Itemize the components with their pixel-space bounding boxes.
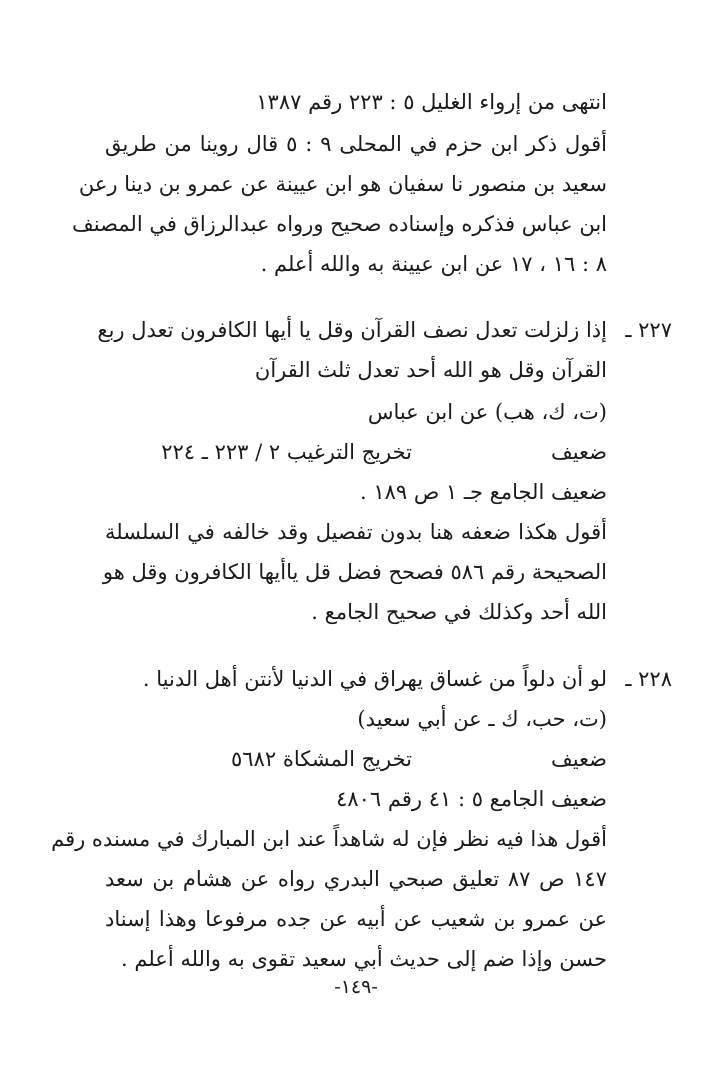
entry-228-number: ٢٢٨ ـ bbox=[625, 667, 672, 691]
entry-228-takhrij: تخريج المشكاة ٥٦٨٢ bbox=[231, 747, 412, 771]
entry-228-hadith-line-1: لو أن دلواً من غساق يهراق في الدنيا لأنتن أهل الدنيا . bbox=[142, 667, 607, 691]
entry-228-comment-line-4: حسن وإذا ضم إلى حديث أبي سعيد تقوى به والله أعلم . bbox=[121, 947, 607, 971]
entry-227-sources: (ت، ك، هب) عن ابن عباس bbox=[367, 400, 607, 424]
intro-line-4: ابن عباس فذكره وإسناده صحيح ورواه عبدالرزاق في المصنف bbox=[72, 212, 607, 236]
entry-228-jami: ضعيف الجامع ٥ : ٤١ رقم ٤٨٠٦ bbox=[336, 787, 607, 811]
entry-227-comment-line-1: أقول هكذا ضعفه هنا بدون تفصيل وقد خالفه في السلسلة bbox=[105, 520, 607, 544]
entry-227-jami: ضعيف الجامع جـ ١ ص ١٨٩ . bbox=[359, 480, 607, 504]
entry-228-sources: (ت، حب، ك ـ عن أبي سعيد) bbox=[357, 707, 607, 731]
entry-227-number: ٢٢٧ ـ bbox=[625, 318, 672, 342]
entry-228-comment-line-2: ١٤٧ ص ٨٧ تعليق صبحي البدري رواه عن هشام بن سعد bbox=[105, 867, 607, 891]
entry-228-comment-line-3: عن عمرو بن شعيب عن أبيه عن جده مرفوعا وهذا إسناد bbox=[105, 907, 607, 931]
entry-228-comment-line-1: أقول هذا فيه نظر فإن له شاهداً عند ابن المبارك في مسنده رقم bbox=[51, 827, 607, 851]
intro-line-1: انتهى من إرواء الغليل ٥ : ٢٢٣ رقم ١٣٨٧ bbox=[256, 90, 607, 114]
entry-228-grade: ضعيف bbox=[550, 747, 607, 771]
entry-227-takhrij: تخريج الترغيب ٢ / ٢٢٣ ـ ٢٢٤ bbox=[161, 440, 412, 464]
entry-227-comment-line-2: الصحيحة رقم ٥٨٦ فصحح فضل قل ياأيها الكافرون وقل هو bbox=[102, 560, 607, 584]
entry-227-comment-line-3: الله أحد وكذلك في صحيح الجامع . bbox=[311, 600, 607, 624]
intro-line-2: أقول ذكر ابن حزم في المحلى ٩ : ٥ قال روينا من طريق bbox=[105, 132, 607, 156]
page-number: -١٤٩- bbox=[334, 976, 378, 998]
intro-line-5: ٨ : ١٦ ، ١٧ عن ابن عيينة به والله أعلم . bbox=[260, 252, 607, 276]
entry-227-hadith-line-2: القرآن وقل هو الله أحد تعدل ثلث القرآن bbox=[254, 358, 607, 382]
entry-227-grade: ضعيف bbox=[550, 440, 607, 464]
entry-227-hadith-line-1: إذا زلزلت تعدل نصف القرآن وقل يا أيها الكافرون تعدل ربع bbox=[97, 318, 607, 342]
intro-line-3: سعيد بن منصور نا سفيان هو ابن عيينة عن عمرو بن دينا رعن bbox=[78, 172, 607, 196]
